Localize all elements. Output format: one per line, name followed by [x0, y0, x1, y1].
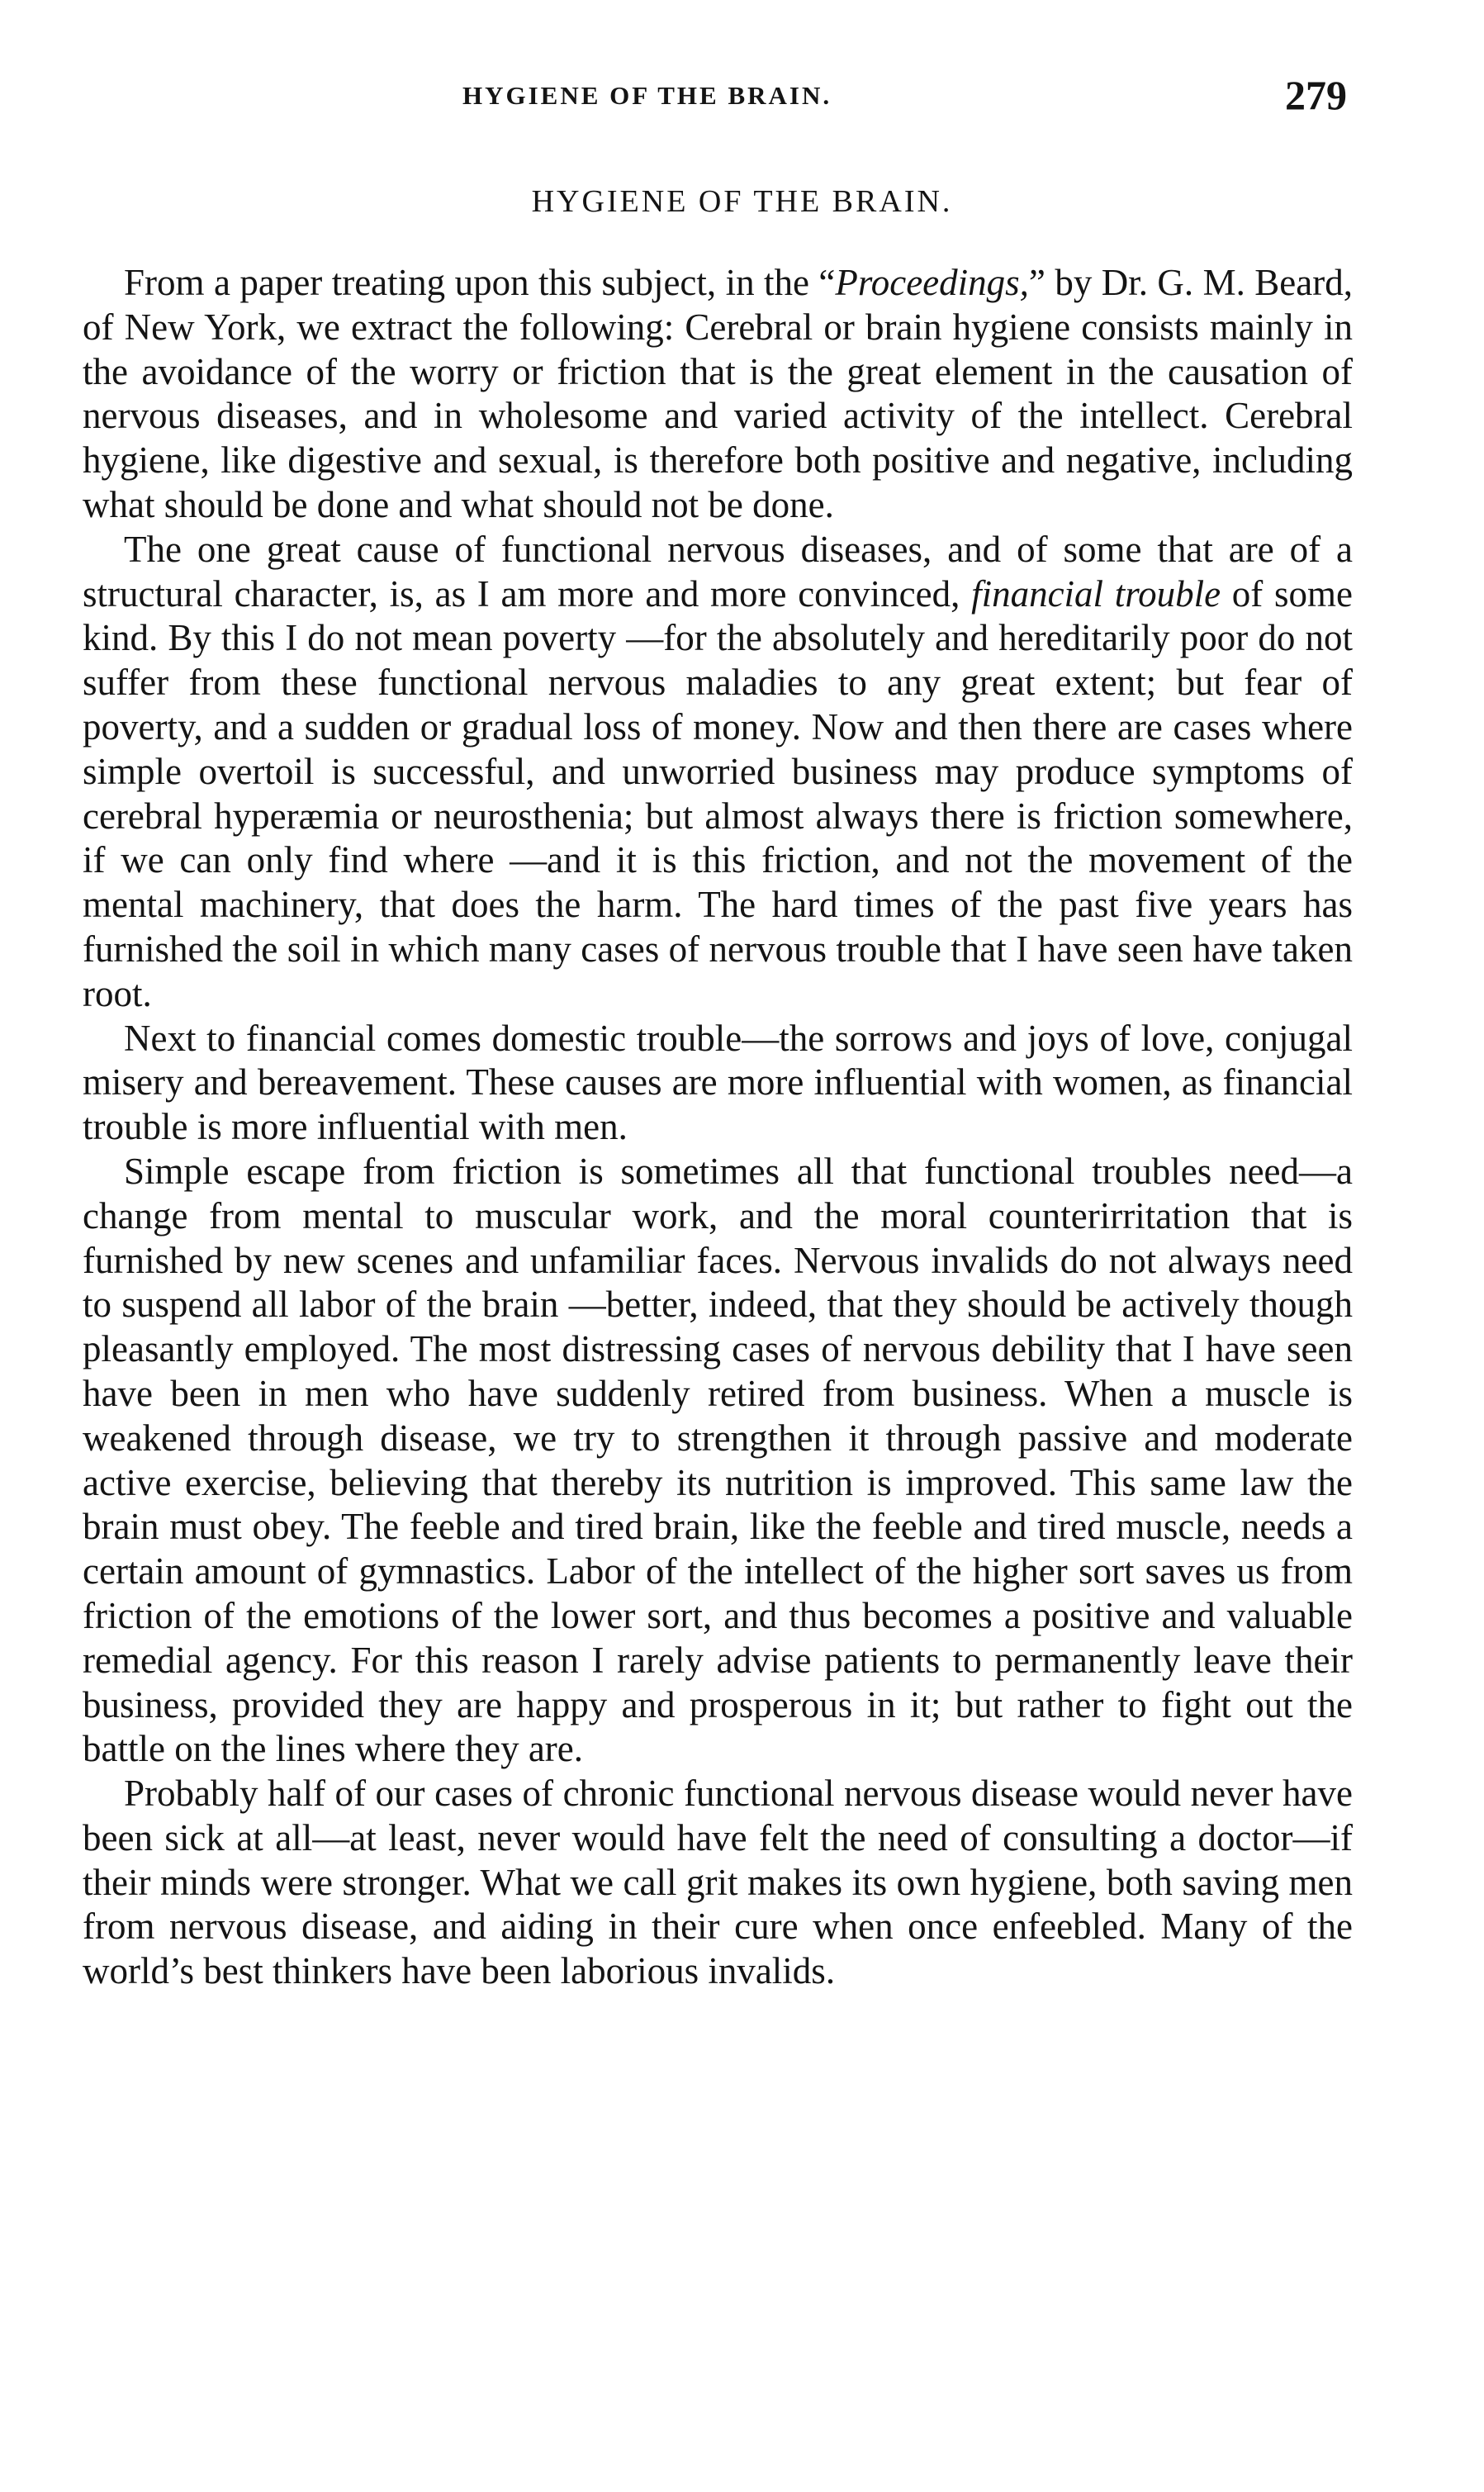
financial-trouble-italic: financial trouble	[971, 572, 1221, 615]
paragraph-2	[83, 528, 1353, 1017]
paragraph-1	[83, 261, 1353, 528]
paragraph-5: Probably half of our cases of chronic functional nervous disease would never have been sick at all—at least, never would have felt the need of consulting a doctor—if their minds were stronger. What we call grit makes its own hygiene, both saving men from nervous disease, and aiding in their cure when once enfeebled. Many of the world’s best thinkers have been laborious invalids.	[83, 1773, 1353, 1992]
article-title: HYGIENE OF THE BRAIN.	[531, 184, 953, 219]
paragraph-2-text-a: The one great cause of functional nervous diseases, and of some that are of a structural character, is, as I am more and more convinced,	[83, 528, 1353, 615]
paragraph-3: Next to financial comes domestic trouble—the sorrows and joys of love, conjugal misery and bereavement. These causes are more influential with women, as financial trouble is more influential with men.	[83, 1017, 1353, 1148]
page-number: 279	[1285, 72, 1347, 118]
running-head-title: HYGIENE OF THE BRAIN.	[462, 81, 832, 110]
article-body	[83, 261, 1353, 1994]
proceedings-italic: Proceedings,	[835, 262, 1029, 303]
paragraph-1-text-a: From a paper treating upon this subject, in the “	[124, 262, 836, 303]
paragraph-2-text-b: of some kind. By this I do not mean poverty —for the absolutely and hereditarily poor do not suffer from these functional nervous maladies to any great extent; but fear of poverty, and a sudden or gradual loss of money. Now and then there are cases where simple overtoil is successful, and unworried business may produce symptoms of cerebral hyperæmia or neurosthenia; but almost always there is friction somewhere, if we can only find where —and it is this friction, and not the movement of the mental machinery, that does the harm. The hard times of the past five years has furnished the soil in which many cases of nervous trouble that I have seen have taken root.	[83, 572, 1353, 1014]
running-head	[0, 71, 1484, 121]
paragraph-4: Simple escape from friction is sometimes all that functional troubles need—a change from mental to muscular work, and the moral counterirritation that is furnished by new scenes and unfamiliar faces. Nervous invalids do not always need to suspend all labor of the brain —better, indeed, that they should be actively though pleasantly employed. The most distressing cases of nervous debility that I have seen have been in men who have suddenly retired from business. When a muscle is weakened through disease, we try to strengthen it through passive and moderate active exercise, believing that thereby its nutrition is improved. This same law the brain must obey. The feeble and tired brain, like the feeble and tired muscle, needs a certain amount of gymnastics. Labor of the intellect of the higher sort saves us from friction of the emotions of the lower sort, and thus becomes a positive and valuable remedial agency. For this reason I rarely advise patients to permanently leave their business, provided they are happy and prosperous in it; but rather to fight out the battle on the lines where they are.	[83, 1150, 1353, 1770]
paragraph-1-text-b: ” by Dr. G. M. Beard, of New York, we extract the following: Cerebral or brain hygiene consists mainly in the avoidance of the worry or friction that is the great element in the causation of nervous diseases, and in wholesome and varied activity of the intellect. Cerebral hygiene, like digestive and sexual, is therefore both positive and negative, including what should be done and what should not be done.	[83, 262, 1353, 525]
